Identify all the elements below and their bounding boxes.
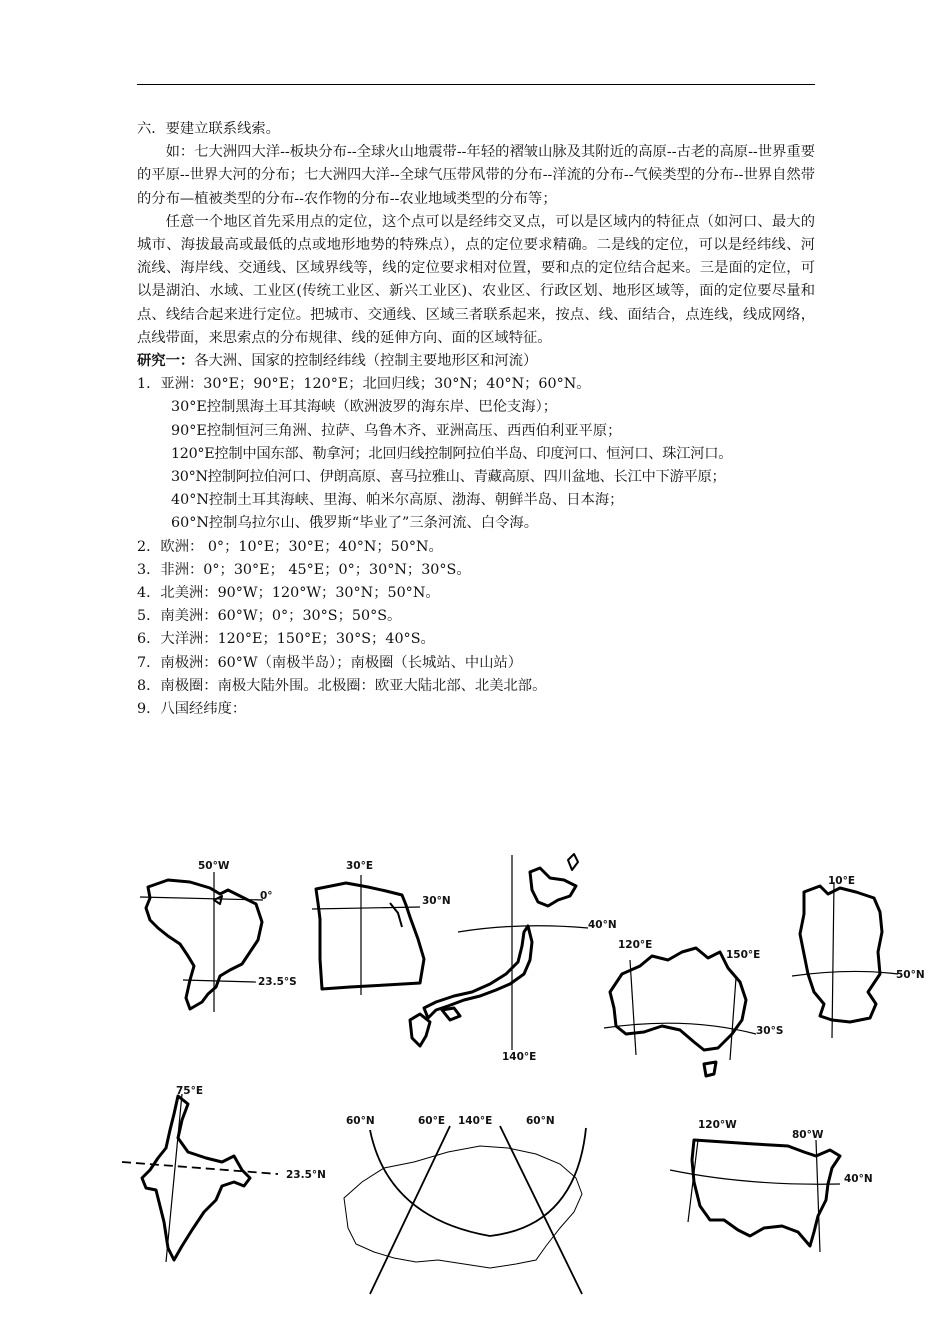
oceania-item: 6．大洋洲：120°E；150°E；30°S；40°S。 (137, 631, 435, 648)
antarctica-item: 7．南极洲：60°W（南极半岛）；南极圈（长城站、中山站） (137, 654, 523, 671)
germany-label-50n: 50°N (896, 969, 925, 981)
brazil-map (128, 852, 308, 1022)
asia-sub-40n: 40°N控制土耳其海峡、里海、帕米尔高原、渤海、朝鲜半岛、日本海； (171, 492, 624, 509)
russia-label-60n-right: 60°N (526, 1115, 555, 1127)
research-heading (137, 350, 815, 373)
polar-circles-item: 8．南极圈：南极大陆外围。北极圈：欧亚大陆北部、北美北部。 (137, 677, 547, 694)
germany-map (780, 870, 940, 1050)
india-label-75e: 75°E (176, 1085, 204, 1097)
research-title: 各大洲、国家的控制经纬线（控制主要地形区和河流） (194, 353, 538, 370)
paragraph-links: 如：七大洲四大洋--板块分布--全球火山地震带--年轻的褶皱山脉及其附近的高原--古老的高原--世界重要的平原--世界大河的分布；七大洲四大洋--全球气压带风带的分布--洋流的分布--气候类型的分布--世界自然带的分布—植被类型的分布--农作物的分布--农业地域类型的分布等； (137, 144, 815, 207)
australia-label-150e: 150°E (726, 949, 761, 961)
asia-sub-30e: 30°E控制黑海土耳其海峡（欧洲波罗的海东岸、巴伦支海）； (171, 399, 558, 416)
egypt-label-30n: 30°N (422, 895, 451, 907)
asia-sub-120e: 120°E控制中国东部、勒拿河；北回归线控制阿拉伯半岛、印度河口、恒河口、珠江河口。 (171, 445, 733, 462)
india-map (118, 1082, 338, 1272)
egypt-label-30e: 30°E (346, 860, 374, 872)
brazil-label-50w: 50°W (198, 860, 230, 872)
header-rule (137, 84, 815, 85)
europe-item: 2．欧洲： 0°；10°E；30°E；40°N；50°N。 (137, 538, 443, 555)
russia-label-60e: 60°E (418, 1115, 446, 1127)
japan-label-140e: 140°E (502, 1051, 537, 1063)
australia-map (596, 930, 796, 1090)
research-label: 研究一： (137, 353, 195, 370)
russia-label-60n-left: 60°N (346, 1115, 375, 1127)
section-heading: 六．要建立联系线索。 (137, 121, 280, 137)
asia-sub-90e: 90°E控制恒河三角洲、拉萨、乌鲁木齐、亚洲高压、西西伯利亚平原； (171, 422, 622, 439)
north-america-item: 4．北美洲：90°W；120°W；30°N；50°N。 (137, 585, 440, 602)
australia-label-30s: 30°S (756, 1025, 784, 1037)
russia-label-140e: 140°E (458, 1115, 493, 1127)
africa-item: 3．非洲：0°；30°E； 45°E；0°；30°N；30°S。 (137, 561, 471, 578)
south-america-item: 5．南美洲：60°W；0°；30°S；50°S。 (137, 608, 402, 625)
australia-label-120e: 120°E (618, 939, 653, 951)
asia-sub-30n: 30°N控制阿拉伯河口、伊朗高原、喜马拉雅山、青藏高原、四川盆地、长江中下游平原； (171, 469, 726, 486)
document-body (137, 118, 815, 721)
japan-label-40n: 40°N (588, 919, 617, 931)
usa-label-80w: 80°W (792, 1129, 824, 1141)
usa-label-120w: 120°W (698, 1119, 737, 1131)
asia-item: 1．亚洲：30°E；90°E；120°E；北回归线；30°N；40°N；60°N。 (137, 376, 591, 393)
eight-countries-item: 9．八国经纬度： (137, 701, 247, 718)
germany-label-10e: 10°E (828, 875, 856, 887)
usa-label-40n: 40°N (844, 1173, 873, 1185)
brazil-label-23-5s: 23.5°S (258, 976, 297, 988)
brazil-label-0: 0° (260, 890, 273, 902)
russia-map (340, 1108, 600, 1298)
asia-sub-60n: 60°N控制乌拉尔山、俄罗斯“毕业了”三条河流、白令海。 (171, 515, 538, 532)
paragraph-positioning: 任意一个地区首先采用点的定位，这个点可以是经纬交叉点，可以是区域内的特征点（如河口、最大的城市、海拔最高或最低的点或地形地势的特殊点），点的定位要求精确。二是线的定位，可以是经纬线、河流线、海岸线、交通线、区域界线等，线的定位要求相对位置，要和点的定位结合起来。三是面的定位，可以是湖泊、水域、工业区(传统工业区、新兴工业区)、农业区、行政区划、地形区域等，面的定位要尽量和点、线结合起来进行定位。把城市、交通线、区域三者联系起来，按点、线、面结合，点连线，线成网络，点线带面，来思索点的分布规律、线的延伸方向、面的区域特征。 (137, 213, 815, 346)
india-label-23-5n: 23.5°N (286, 1169, 326, 1181)
usa-map (668, 1110, 898, 1260)
